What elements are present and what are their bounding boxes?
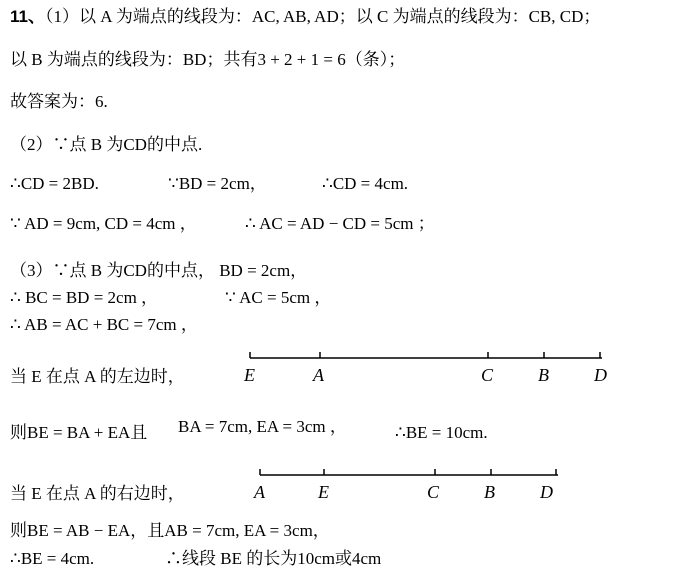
segment-diagram-left [230, 348, 630, 390]
ab-equals-7cm: ∴ AB = AC + BC = 7cm ， [10, 315, 198, 334]
be-equals-10cm: ∴BE = 10cm. [395, 423, 488, 442]
point-label: C [427, 482, 440, 502]
ad-cd-values: ∵ AD = 9cm, CD = 4cm ， [10, 214, 197, 233]
ac-equals-5cm: ∴ AC = AD − CD = 5cm ； [245, 214, 435, 233]
line-conclusion [10, 548, 382, 570]
be-formula-sum: 则BE = BA + EA且 [10, 423, 148, 442]
point-label: D [594, 365, 607, 385]
point-label: C [481, 365, 494, 385]
line-ac-derivation [10, 213, 435, 235]
point-label: A [313, 365, 324, 385]
endpoint-b-text: 以 B 为端点的线段为：BD；共有3 + 2 + 1 = 6（条）； [10, 50, 406, 69]
segment-diagram-right [240, 465, 620, 507]
bd-equals-2cm: ∵BD = 2cm， [168, 174, 267, 193]
part3-text: （3）∵点 B 为CD的中点， BD = 2cm， [10, 261, 308, 280]
be-equals-4cm: ∴BE = 4cm. [10, 549, 95, 568]
line-answer [10, 91, 108, 113]
case-right-text: 当 E 在点 A 的右边时， [10, 484, 185, 503]
cd-equals-2bd: ∴CD = 2BD. [10, 174, 99, 193]
part2-text: （2）∵点 B 为CD的中点. [10, 135, 203, 154]
be-formula-difference: 则BE = AB − EA，且AB = 7cm, EA = 3cm， [10, 521, 330, 540]
line-case-left [10, 366, 185, 388]
point-label: A [254, 482, 265, 502]
point-label: D [540, 482, 553, 502]
problem-number: 11、 [10, 7, 45, 26]
part1-text: （1）以 A 为端点的线段为：AC, AB, AD；以 C 为端点的线段为：CB, CD； [44, 7, 601, 26]
line-be-difference [10, 520, 330, 542]
case-left-text: 当 E 在点 A 的左边时， [10, 367, 185, 386]
point-label: B [538, 365, 549, 385]
bc-equals-2cm: ∴ BC = BD = 2cm ， [10, 288, 159, 307]
line-endpoint-b [10, 49, 405, 71]
cd-equals-4cm: ∴CD = 4cm. [322, 174, 409, 193]
line-bc-value [10, 287, 332, 309]
line-part3 [10, 260, 307, 282]
line-ab-value [10, 314, 198, 336]
line-cd-derivation [10, 173, 409, 195]
point-label: B [484, 482, 495, 502]
line-be-sum [10, 417, 488, 444]
ac-equals-5cm-given: ∵ AC = 5cm ， [225, 288, 332, 307]
point-label: E [244, 365, 255, 385]
ba-ea-values: BA = 7cm, EA = 3cm ， [178, 417, 347, 436]
final-answer: ∴线段 BE 的长为10cm或4cm [165, 549, 382, 568]
answer-text: 故答案为：6. [10, 92, 108, 111]
line-part2 [10, 134, 202, 156]
line-part1 [10, 6, 600, 28]
point-label: E [318, 482, 329, 502]
line-case-right [10, 483, 185, 505]
